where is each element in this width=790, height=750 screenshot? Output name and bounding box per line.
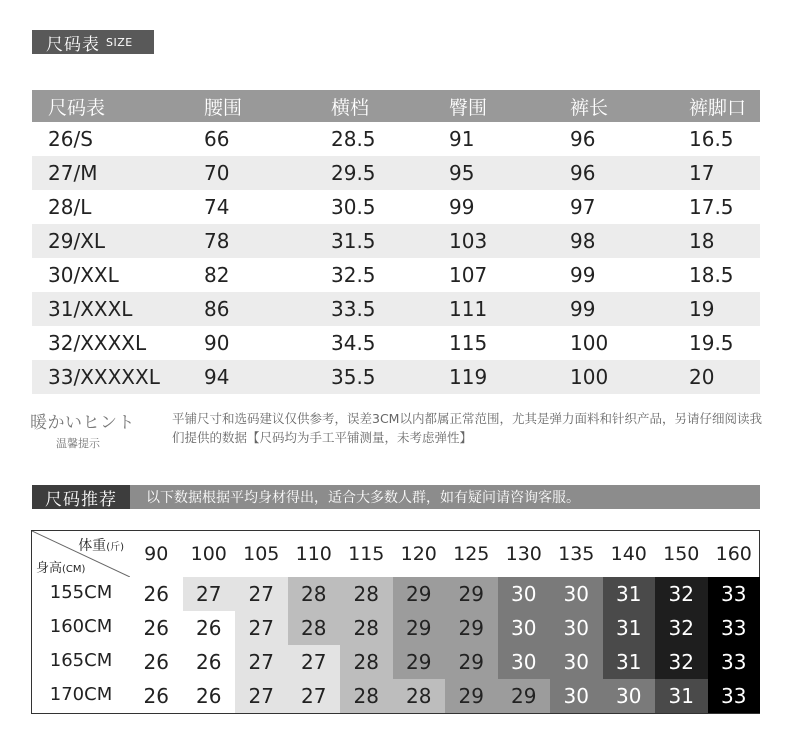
size-recommendation-cell: 30 bbox=[550, 577, 603, 611]
size-table-cell: 74 bbox=[204, 195, 230, 219]
size-table-row bbox=[32, 326, 760, 360]
size-recommendation-cell: 31 bbox=[603, 577, 656, 611]
size-recommendation-cell: 29 bbox=[445, 645, 498, 679]
size-recommendation-cell: 30 bbox=[603, 679, 656, 713]
size-table-cell: 111 bbox=[443, 292, 564, 326]
size-chart-header bbox=[32, 30, 154, 54]
size-recommendation-cell: 26 bbox=[130, 645, 183, 679]
weight-column-header: 110 bbox=[295, 543, 332, 565]
size-recommendation-cell: 30 bbox=[550, 645, 603, 679]
size-recommendation-cell: 33 bbox=[708, 611, 761, 645]
size-table-cell: 33/XXXXXL bbox=[32, 360, 198, 394]
weight-column-header: 150 bbox=[663, 543, 700, 565]
size-table-cell: 28.5 bbox=[331, 127, 376, 151]
size-table-cell: 100 bbox=[570, 331, 609, 355]
size-table-cell: 99 bbox=[449, 195, 475, 219]
weight-column-header: 160 bbox=[715, 543, 752, 565]
size-table-cell: 70 bbox=[198, 156, 325, 190]
height-row-header: 155CM bbox=[49, 581, 113, 603]
size-recommendation-cell: 28 bbox=[340, 679, 393, 713]
size-table-cell: 29.5 bbox=[325, 156, 443, 190]
size-table-cell: 19 bbox=[683, 292, 760, 326]
size-recommendation-cell: 33 bbox=[708, 679, 761, 713]
size-recommendation-cell: 33 bbox=[708, 645, 761, 679]
recommend-description: 以下数据根据平均身材得出，适合大多数人群，如有疑问请咨询客服。 bbox=[146, 490, 580, 506]
column-header: 横档 bbox=[325, 90, 443, 122]
size-table-cell: 32.5 bbox=[331, 263, 376, 287]
height-row-header: 160CM bbox=[49, 615, 113, 637]
size-table-cell: 17.5 bbox=[689, 195, 734, 219]
column-header: 裤长 bbox=[564, 90, 683, 122]
weight-column-header: 105 bbox=[243, 543, 280, 565]
size-table-cell: 98 bbox=[564, 224, 683, 258]
size-recommendation-cell: 28 bbox=[340, 611, 393, 645]
size-recommendation-cell: 31 bbox=[603, 645, 656, 679]
size-recommendation-cell: 28 bbox=[288, 611, 341, 645]
size-recommendation-cell: 27 bbox=[235, 577, 288, 611]
size-table-cell: 99 bbox=[564, 292, 683, 326]
column-header: 尺码表 bbox=[32, 90, 198, 122]
weight-column-header: 90 bbox=[144, 543, 169, 565]
size-recommendation-cell: 33 bbox=[708, 577, 761, 611]
weight-column-header: 125 bbox=[453, 543, 490, 565]
size-table-cell: 103 bbox=[443, 224, 564, 258]
size-recommendation-cell: 28 bbox=[340, 645, 393, 679]
size-table-cell: 97 bbox=[570, 195, 596, 219]
size-recommendation-cell: 29 bbox=[393, 611, 446, 645]
size-table-cell: 35.5 bbox=[325, 360, 443, 394]
size-table-cell: 18 bbox=[683, 224, 760, 258]
size-recommendation-cell: 30 bbox=[550, 611, 603, 645]
size-recommendation-cell: 29 bbox=[393, 577, 446, 611]
size-recommendation-cell: 29 bbox=[498, 679, 551, 713]
size-table-cell: 82 bbox=[204, 263, 230, 287]
size-table-cell: 96 bbox=[564, 156, 683, 190]
size-table-cell: 86 bbox=[198, 292, 325, 326]
size-table-cell: 34.5 bbox=[331, 331, 376, 355]
size-table-row bbox=[32, 190, 760, 224]
size-recommendation-cell: 28 bbox=[393, 679, 446, 713]
size-recommendation-cell: 26 bbox=[183, 679, 236, 713]
tips-logo bbox=[30, 408, 148, 451]
size-table-row bbox=[32, 360, 760, 394]
size-recommendation-cell: 30 bbox=[498, 577, 551, 611]
size-table-cell: 28/L bbox=[48, 195, 92, 219]
size-table-cell: 66 bbox=[204, 127, 230, 151]
size-recommendation-cell: 26 bbox=[183, 645, 236, 679]
size-table-cell: 119 bbox=[443, 360, 564, 394]
size-recommendation-cell: 32 bbox=[655, 645, 708, 679]
column-header: 臀围 bbox=[443, 90, 564, 122]
size-table-cell: 95 bbox=[443, 156, 564, 190]
size-recommendation-cell: 27 bbox=[288, 679, 341, 713]
size-table-row bbox=[32, 122, 760, 156]
weight-column-header: 100 bbox=[190, 543, 227, 565]
size-table-cell: 115 bbox=[449, 331, 488, 355]
size-table-cell: 100 bbox=[564, 360, 683, 394]
size-chart-title: 尺码表 bbox=[46, 34, 100, 55]
size-table-cell: 107 bbox=[449, 263, 488, 287]
column-header: 腰围 bbox=[198, 90, 325, 122]
size-recommendation-cell: 27 bbox=[288, 645, 341, 679]
size-table-row bbox=[32, 258, 760, 292]
size-table-cell: 27/M bbox=[32, 156, 198, 190]
size-table-cell: 30/XXL bbox=[48, 263, 119, 287]
size-table-cell: 32/XXXXL bbox=[48, 331, 147, 355]
size-recommendation-cell: 26 bbox=[130, 679, 183, 713]
weight-column-header: 140 bbox=[610, 543, 647, 565]
size-table-cell: 31.5 bbox=[325, 224, 443, 258]
size-recommendation-cell: 26 bbox=[130, 577, 183, 611]
size-recommendation-cell: 30 bbox=[498, 645, 551, 679]
size-table-row bbox=[32, 156, 760, 190]
size-recommendation-cell: 27 bbox=[235, 645, 288, 679]
size-table-cell: 90 bbox=[204, 331, 230, 355]
size-recommendation-cell: 32 bbox=[655, 611, 708, 645]
size-recommendation-cell: 29 bbox=[445, 577, 498, 611]
size-table-cell: 17 bbox=[683, 156, 760, 190]
size-table-cell: 16.5 bbox=[689, 127, 734, 151]
weight-column-header: 120 bbox=[400, 543, 437, 565]
size-chart-subtitle: SIZE bbox=[106, 35, 133, 49]
size-recommendation-cell: 31 bbox=[603, 611, 656, 645]
size-table-cell: 99 bbox=[570, 263, 596, 287]
recommend-header bbox=[32, 485, 760, 509]
size-recommendation-cell: 30 bbox=[498, 611, 551, 645]
size-recommendation-cell: 27 bbox=[235, 679, 288, 713]
height-label: 身高(CM) bbox=[36, 561, 86, 576]
size-table-row bbox=[32, 224, 760, 258]
size-table-cell: 78 bbox=[198, 224, 325, 258]
weight-column-header: 115 bbox=[348, 543, 385, 565]
size-table-cell: 31/XXXL bbox=[32, 292, 198, 326]
size-recommendation-cell: 30 bbox=[550, 679, 603, 713]
size-recommendation-cell: 28 bbox=[288, 577, 341, 611]
size-table-cell: 96 bbox=[570, 127, 596, 151]
size-table-cell: 91 bbox=[449, 127, 475, 151]
tips-logo-text: 暖かいヒント bbox=[30, 413, 135, 433]
height-row-header: 170CM bbox=[49, 683, 113, 705]
size-recommendation-cell: 32 bbox=[655, 577, 708, 611]
recommend-grid bbox=[31, 530, 760, 714]
size-table-cell: 20 bbox=[683, 360, 760, 394]
height-row-header: 165CM bbox=[49, 649, 113, 671]
size-recommendation-cell: 26 bbox=[183, 611, 236, 645]
size-table-header-row bbox=[32, 90, 760, 122]
size-recommendation-cell: 27 bbox=[183, 577, 236, 611]
size-recommendation-cell: 28 bbox=[340, 577, 393, 611]
size-table bbox=[32, 90, 760, 394]
tips-logo-subtitle: 温馨提示 bbox=[56, 437, 100, 450]
grid-corner-cell bbox=[32, 531, 130, 577]
tips-text: 平铺尺寸和选码建议仅供参考，误差3CM以内都属正常范围，尤其是弹力面料和针织产品，另请仔细阅读我们提供的数据【尺码均为手工平铺测量，未考虑弹性】 bbox=[172, 411, 762, 445]
size-table-cell: 26/S bbox=[48, 127, 93, 151]
size-table-cell: 19.5 bbox=[689, 331, 734, 355]
size-table-cell: 30.5 bbox=[331, 195, 376, 219]
size-recommendation-cell: 29 bbox=[445, 679, 498, 713]
weight-label: 体重(斤) bbox=[78, 538, 124, 554]
size-recommendation-cell: 29 bbox=[393, 645, 446, 679]
size-recommendation-cell: 29 bbox=[445, 611, 498, 645]
weight-column-header: 130 bbox=[505, 543, 542, 565]
size-recommendation-cell: 26 bbox=[130, 611, 183, 645]
recommend-title: 尺码推荐 bbox=[32, 485, 130, 509]
size-table-cell: 94 bbox=[198, 360, 325, 394]
size-table-cell: 18.5 bbox=[689, 263, 734, 287]
column-header: 裤脚口 bbox=[683, 90, 760, 122]
size-recommendation-cell: 27 bbox=[235, 611, 288, 645]
size-table-cell: 29/XL bbox=[32, 224, 198, 258]
size-table-cell: 33.5 bbox=[325, 292, 443, 326]
size-recommendation-cell: 31 bbox=[655, 679, 708, 713]
size-table-row bbox=[32, 292, 760, 326]
weight-column-header: 135 bbox=[558, 543, 595, 565]
